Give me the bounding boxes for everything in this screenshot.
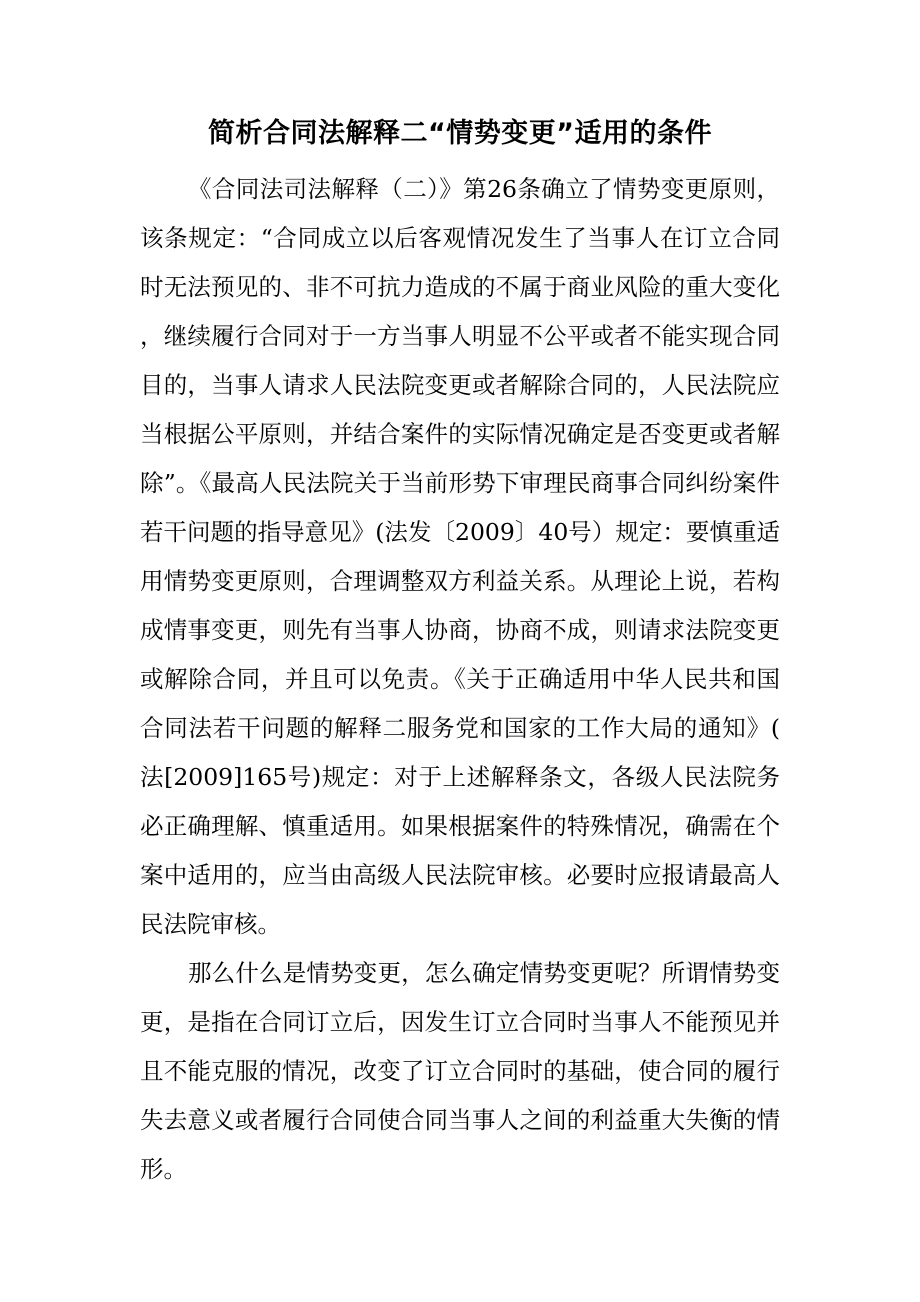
paragraph-1: 《合同法司法解释（二）》第26条确立了情势变更原则，该条规定：“合同成立以后客观情况发生了当事人在订立合同时无法预见的、非不可抗力造成的不属于商业风险的重大变化，继续履行合同对于一方当事人明显不公平或者不能实现合同目的，当事人请求人民法院变更或者解除合同的，人民法院应当根据公平原则，并结合案件的实际情况确定是否变更或者解除”。《最高人民法院关于当前形势下审理民商事合同纠纷案件若干问题的指导意见》(法发〔2009〕40号）规定：要慎重适用情势变更原则，合理调整双方利益关系。从理论上说，若构成情事变更，则先有当事人协商，协商不成，则请求法院变更或解除合同，并且可以免责。《关于正确适用中华人民共和国合同法若干问题的解释二服务党和国家的工作大局的通知》(法[2009]165号)规定：对于上述解释条文，各级人民法院务必正确理解、慎重适用。如果根据案件的特殊情况，确需在个案中适用的，应当由高级人民法院审核。必要时应报请最高人民法院审核。 bbox=[140, 175, 780, 938]
paragraph-2: 那么什么是情势变更，怎么确定情势变更呢？所谓情势变更，是指在合同订立后，因发生订立合同时当事人不能预见并且不能克服的情况，改变了订立合同时的基础，使合同的履行失去意义或者履行合同使合同当事人之间的利益重大失衡的情形。 bbox=[140, 959, 780, 1183]
document-body bbox=[140, 165, 780, 1194]
document-title: 简析合同法解释二“情势变更”适用的条件 bbox=[208, 118, 712, 149]
